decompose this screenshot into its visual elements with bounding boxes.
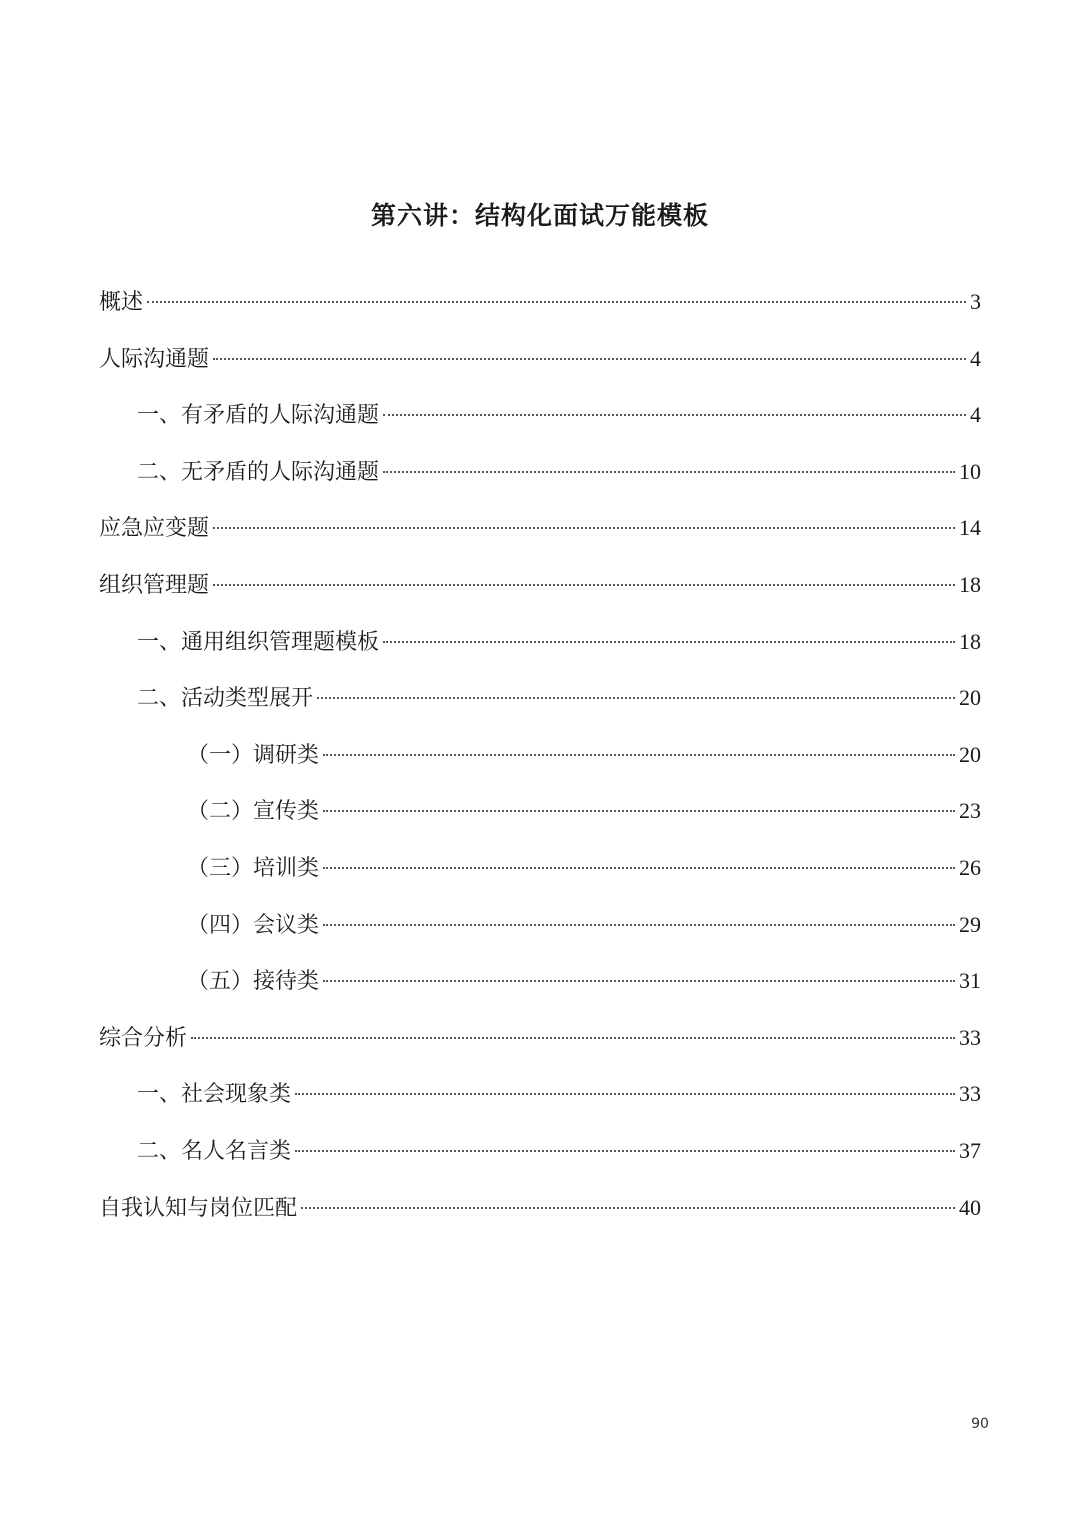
toc-dot-leader [383, 471, 955, 473]
toc-entry[interactable] [99, 846, 981, 903]
toc-entry-label: 综合分析 [99, 1025, 188, 1051]
toc-entry[interactable] [99, 1016, 981, 1073]
toc-dot-leader [295, 1093, 955, 1095]
toc-entry-label: 二、名人名言类 [137, 1138, 292, 1164]
toc-dot-leader [383, 641, 955, 643]
toc-entry[interactable] [99, 620, 981, 677]
toc-dot-leader [317, 697, 955, 699]
toc-entry-label: 组织管理题 [99, 572, 210, 598]
toc-dot-leader [213, 527, 955, 529]
toc-entry-page: 4 [970, 402, 981, 428]
table-of-contents [99, 280, 981, 1242]
toc-dot-leader [383, 414, 966, 416]
toc-entry-label: 人际沟通题 [99, 346, 210, 372]
toc-entry[interactable] [99, 337, 981, 394]
toc-entry-page: 3 [970, 289, 981, 314]
toc-entry-label: （一）调研类 [187, 742, 320, 768]
toc-entry-page: 20 [959, 741, 981, 767]
toc-entry-label: 一、通用组织管理题模板 [137, 629, 380, 655]
toc-entry[interactable] [99, 903, 981, 960]
toc-entry[interactable] [99, 280, 981, 337]
toc-dot-leader [295, 1150, 955, 1152]
toc-entry-page: 33 [959, 1081, 981, 1107]
toc-entry[interactable] [99, 733, 981, 790]
toc-entry-page: 31 [959, 968, 981, 994]
toc-entry-page: 23 [959, 798, 981, 824]
toc-entry[interactable] [99, 1129, 981, 1186]
toc-entry-label: 应急应变题 [99, 516, 210, 542]
toc-entry[interactable] [99, 450, 981, 507]
toc-entry-page: 14 [959, 515, 981, 541]
toc-entry-page: 10 [959, 458, 981, 484]
page-title: 第六讲：结构化面试万能模板 [370, 201, 709, 230]
toc-entry-page: 4 [970, 345, 981, 371]
toc-entry-page: 37 [959, 1137, 981, 1163]
toc-dot-leader [147, 301, 966, 303]
toc-entry-label: 二、无矛盾的人际沟通题 [137, 459, 380, 485]
toc-dot-leader [323, 810, 955, 812]
toc-entry-page: 40 [959, 1194, 981, 1220]
toc-entry-page: 20 [959, 685, 981, 711]
toc-entry-page: 26 [959, 854, 981, 880]
toc-entry-label: （四）会议类 [187, 912, 320, 938]
toc-dot-leader [191, 1037, 955, 1039]
toc-entry-label: （五）接待类 [187, 969, 320, 995]
toc-entry[interactable] [99, 789, 981, 846]
page-number: 90 [971, 1416, 989, 1432]
toc-entry-label: （三）培训类 [187, 855, 320, 881]
toc-entry-page: 18 [959, 571, 981, 597]
toc-entry[interactable] [99, 506, 981, 563]
toc-entry[interactable] [99, 1186, 981, 1243]
toc-entry-page: 18 [959, 628, 981, 654]
toc-dot-leader [323, 924, 955, 926]
toc-entry-label: 二、活动类型展开 [137, 686, 314, 712]
toc-entry-label: 一、社会现象类 [137, 1082, 292, 1108]
toc-dot-leader [323, 867, 955, 869]
toc-entry-label: 自我认知与岗位匹配 [99, 1195, 298, 1221]
toc-entry-page: 33 [959, 1024, 981, 1050]
toc-dot-leader [323, 980, 955, 982]
toc-dot-leader [213, 358, 966, 360]
toc-entry[interactable] [99, 959, 981, 1016]
toc-entry[interactable] [99, 676, 981, 733]
toc-entry[interactable] [99, 563, 981, 620]
toc-dot-leader [213, 584, 955, 586]
toc-entry-label: （二）宣传类 [187, 799, 320, 825]
toc-dot-leader [301, 1207, 955, 1209]
toc-entry-label: 一、有矛盾的人际沟通题 [137, 403, 380, 429]
toc-dot-leader [323, 754, 955, 756]
toc-entry-label: 概述 [99, 290, 144, 315]
toc-entry[interactable] [99, 393, 981, 450]
toc-entry[interactable] [99, 1072, 981, 1129]
toc-entry-page: 29 [959, 911, 981, 937]
